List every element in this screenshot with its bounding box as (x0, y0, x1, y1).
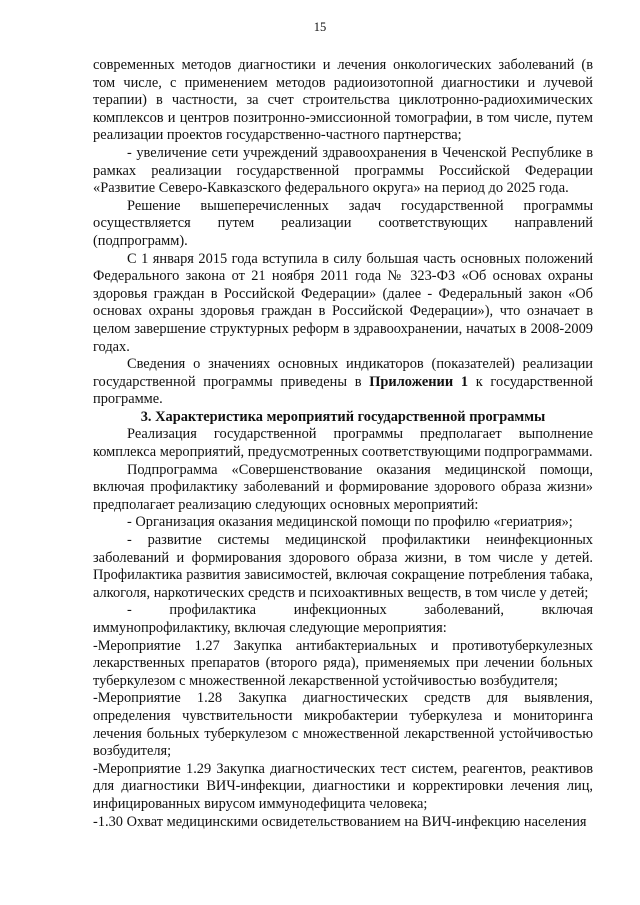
measure-1-30: -1.30 Охват медицинскими освидетельствованием на ВИЧ-инфекцию населения (93, 813, 587, 830)
indicators-text-start: Сведения о значениях основных индикаторов (показателей) реализации государственной программы приведены в (93, 356, 593, 390)
paragraph-indicators (93, 356, 593, 409)
appendix-reference: Приложении 1 (369, 373, 469, 390)
page-number: 15 (313, 20, 327, 34)
section-heading: 3. Характеристика мероприятий государственной программы (140, 408, 546, 425)
document-body (93, 57, 593, 831)
measure-1-29: -Мероприятие 1.29 Закупка диагностических тест систем, реагентов, реактивов для диагностики ВИЧ-инфекции, диагностики и корректировки лечения лиц, инфицированных вирусом иммунодефицита человека; (93, 760, 593, 812)
paragraph-oncology-continuation: современных методов диагностики и лечения онкологических заболеваний (в том числе, с применением методов радиоизотопной диагностики и лучевой терапии) в частности, за счет строительства циклотронно-радиохимических комплексов и центров позитронно-эмиссионной томографии, в том числе, путем реализации проектов государственно-частного партнерства; (93, 57, 593, 144)
list-item-infection-prevention: - профилактика инфекционных заболеваний, включая иммунопрофилактику, включая следующие мероприятия: (93, 602, 593, 636)
measure-1-27: -Мероприятие 1.27 Закупка антибактериальных и противотуберкулезных лекарственных препаратов (второго ряда), применяемых при лечении больных туберкулезом с множественной лекарственной устойчивостью возбудителя; (93, 637, 593, 689)
list-item-prevention: - развитие системы медицинской профилактики неинфекционных заболеваний и формирования здорового образа жизни, в том числе у детей. Профилактика развития зависимостей, включая сокращение потребления табака, алкоголя, наркотических средств и психоактивных веществ, в том числе у детей; (93, 532, 593, 601)
paragraph-tasks-solution: Решение вышеперечисленных задач государственной программы осуществляется путем реализации соответствующих направлений (подпрограмм). (93, 197, 593, 249)
paragraph-chechen-network: - увеличение сети учреждений здравоохранения в Чеченской Республике в рамках реализации государственной программы Российской Федерации «Развитие Северо-Кавказского федерального округа» на период до 2025 года. (93, 144, 593, 197)
measure-1-28: -Мероприятие 1.28 Закупка диагностических средств для выявления, определения чувствительности микробактерии туберкулеза и мониторинга лечения больных туберкулезом с множественной лекарственной устойчивостью возбудителя; (93, 690, 593, 760)
paragraph-program-implementation: Реализация государственной программы предполагает выполнение комплекса мероприятий, предусмотренных соответствующими подпрограммами. (93, 426, 593, 461)
indicators-text-end: к государственной программе. (93, 373, 593, 408)
paragraph-federal-law: С 1 января 2015 года вступила в силу большая часть основных положений Федерального закона от 21 ноября 2011 года № 323-ФЗ «Об основах охраны здоровья граждан в Российской Федерации» (далее - Федеральный закон «Об основах охраны здоровья граждан в Российской Федерации»), что означает в целом завершение структурных реформ в здравоохранении, начатых в 2008-2009 годах. (93, 250, 593, 355)
list-item-geriatrics: - Организация оказания медицинской помощи по профилю «гериатрия»; (127, 514, 573, 531)
paragraph-subprogram: Подпрограмма «Совершенствование оказания медицинской помощи, включая профилактику заболеваний и формирование здорового образа жизни» предполагает реализацию следующих основных мероприятий: (93, 461, 593, 513)
